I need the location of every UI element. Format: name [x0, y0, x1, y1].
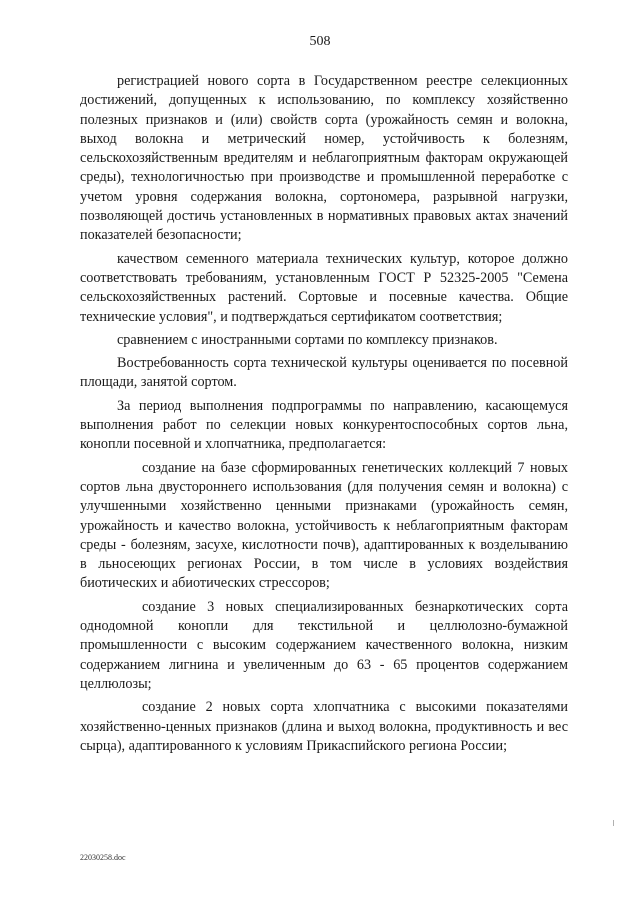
footer-file-code: 22030258.doc — [80, 853, 126, 862]
paragraph-registration: регистрацией нового сорта в Государственном реестре селекционных достижений, допущенных к использованию, по комплексу хозяйственно полезных признаков и (или) свойств сорта (урожайность семян и волокна, выход волокна и метрический номер, устойчивость к болезням, сельскохозяйственным вредителям и неблагоприятным факторам окружающей среды), технологичностью при производстве и промышленной переработке с учетом уровня содержания волокна, сортономера, разрывной нагрузки, позволяющей достичь установленных в нормативных правовых актах значений показателей безопасности; — [80, 73, 568, 244]
document-body — [80, 72, 568, 760]
paragraph-seed-quality: качеством семенного материала технических культур, которое должно соответствовать требованиям, установленным ГОСТ Р 52325-2005 "Семена сельскохозяйственных растений. Сортовые и посевные качества. Общие технические условия", и подтверждаться сертификатом соответствия; — [80, 250, 568, 325]
paragraph-demand: Востребованность сорта технической культуры оценивается по посевной площади, занятой сортом. — [80, 355, 568, 391]
paragraph-foreign-comparison: сравнением с иностранными сортами по комплексу признаков. — [117, 331, 498, 348]
paragraph-flax-varieties: создание на базе сформированных генетических коллекций 7 новых сортов льна двустороннего использования (для получения семян и волокна) с улучшенными хозяйственно ценными признаками (урожайность семян, урожайность и качество волокна, устойчивость к неблагоприятным факторам среды - болезням, засухе, кислотности почв), адаптированных к возделыванию в льносеющих регионах России, в том числе в условиях воздействия биотических и абиотических стрессоров; — [80, 459, 568, 592]
paragraph-cotton-varieties: создание 2 новых сорта хлопчатника с высокими показателями хозяйственно-ценных признаков (длина и выход волокна, продуктивность и вес сырца), адаптированного к условиям Прикаспийского региона России; — [80, 699, 568, 754]
paragraph-period: За период выполнения подпрограммы по направлению, касающемуся выполнения работ по селекции новых конкурентоспособных сортов льна, конопли посевной и хлопчатника, предполагается: — [80, 397, 568, 453]
margin-mark — [613, 820, 614, 826]
page-number: 508 — [309, 34, 331, 49]
paragraph-hemp-varieties: создание 3 новых специализированных безнаркотических сорта однодомной конопли для текстильной и целлюлозно-бумажной промышленности с высоким содержанием качественного волокна, низким содержанием лигнина и увеличенным до 63 - 65 процентов содержанием целлюлозы; — [80, 598, 568, 692]
